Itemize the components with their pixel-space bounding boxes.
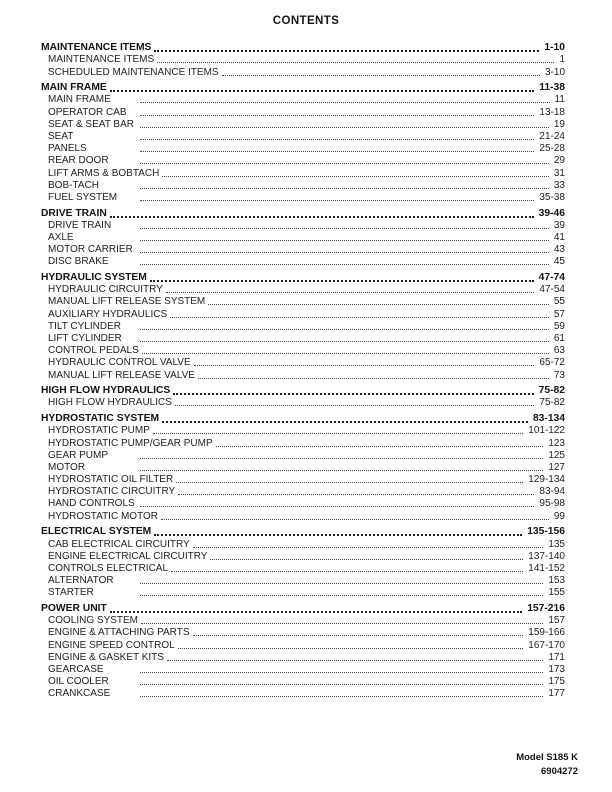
dot-leader (157, 62, 554, 63)
toc-item-row (41, 550, 565, 562)
toc-item-pages: 11 (554, 94, 565, 106)
toc-item-label: MAINTENANCE ITEMS (48, 54, 155, 66)
dot-leader (166, 292, 535, 293)
toc-item-row (41, 614, 565, 626)
toc-item-label: PANELS (48, 143, 87, 155)
toc-section-row (41, 384, 565, 396)
toc-section-label: HYDRAULIC SYSTEM (41, 272, 147, 284)
dot-leader (208, 304, 549, 305)
dot-leader (193, 635, 524, 636)
toc-section-row (41, 206, 565, 218)
toc-section-pages: 11-38 (539, 82, 565, 94)
toc-item-row (41, 449, 565, 461)
dot-leader (216, 446, 544, 447)
dot-leader (140, 163, 549, 164)
toc-item-row (41, 344, 565, 356)
toc-section-pages: 157-216 (527, 602, 565, 614)
toc-item-label: ENGINE & ATTACHING PARTS (48, 627, 190, 639)
dot-leader (140, 151, 534, 152)
toc-item-label: MAIN FRAME (48, 94, 111, 106)
dot-leader (110, 90, 534, 92)
toc-item-pages: 13-18 (539, 106, 565, 118)
toc-item-row (41, 485, 565, 497)
toc-item-label: FUEL SYSTEM (48, 191, 118, 203)
toc-section-label: POWER UNIT (41, 602, 107, 614)
dot-leader (140, 696, 543, 697)
page-footer (516, 751, 578, 778)
dot-leader (140, 506, 534, 507)
toc-item-pages: 43 (553, 244, 565, 256)
toc-item-row (41, 283, 565, 295)
toc-item-row (41, 255, 565, 267)
toc-item-label: SEAT & SEAT BAR (48, 118, 134, 130)
toc-item-label: OIL COOLER (48, 676, 109, 688)
toc-item-row (41, 638, 565, 650)
dot-leader (176, 482, 523, 483)
toc-item-pages: 125 (548, 449, 565, 461)
toc-item-label: ENGINE SPEED CONTROL (48, 639, 175, 651)
toc-item-pages: 95-98 (539, 498, 565, 510)
toc-item-row (41, 307, 565, 319)
toc-item-row (41, 424, 565, 436)
dot-leader (198, 378, 549, 379)
toc-item-pages: 129-134 (528, 474, 565, 486)
toc-item-row (41, 586, 565, 598)
toc-item-label: OPERATOR CAB (48, 106, 127, 118)
toc-section-pages: 135-156 (527, 526, 565, 538)
toc-item-row (41, 574, 565, 586)
toc-item-pages: 99 (553, 510, 565, 522)
toc-item-pages: 39 (553, 219, 565, 231)
dot-leader (140, 672, 543, 673)
toc-item-row (41, 191, 565, 203)
toc-section-label: MAINTENANCE ITEMS (41, 42, 152, 54)
footer-model: Model S185 K (516, 752, 578, 763)
toc-item-label: HYDROSTATIC PUMP (48, 425, 150, 437)
dot-leader (171, 571, 523, 572)
dot-leader (140, 329, 549, 330)
toc-item-label: DRIVE TRAIN (48, 219, 112, 231)
toc-item-pages: 55 (553, 296, 565, 308)
toc-item-pages: 155 (548, 587, 565, 599)
toc-item-row (41, 461, 565, 473)
toc-item-pages: 157 (548, 615, 565, 627)
toc-item-row (41, 166, 565, 178)
toc-section-row (41, 602, 565, 614)
toc-item-pages: 59 (553, 320, 565, 332)
dot-leader (178, 648, 524, 649)
toc-section-label: HYDROSTATIC SYSTEM (41, 413, 160, 425)
toc-item-pages: 73 (553, 369, 565, 381)
toc-item-pages: 153 (548, 575, 565, 587)
toc-item-label: HYDROSTATIC OIL FILTER (48, 474, 174, 486)
toc-section-pages: 75-82 (538, 385, 565, 397)
dot-leader (141, 623, 543, 624)
toc-section-row (41, 41, 565, 53)
dot-leader (110, 611, 522, 613)
dot-leader (150, 280, 534, 282)
toc-item-row (41, 65, 565, 77)
toc-item-row (41, 243, 565, 255)
toc-item-row (41, 537, 565, 549)
dot-leader (162, 421, 528, 423)
toc-item-label: BOB-TACH (48, 179, 99, 191)
toc-item-pages: 29 (553, 155, 565, 167)
toc-section-pages: 83-134 (532, 413, 565, 425)
toc-item-pages: 3-10 (544, 66, 565, 78)
toc-item-pages: 159-166 (528, 627, 565, 639)
toc-item-pages: 141-152 (528, 562, 565, 574)
toc-item-label: HYDROSTATIC MOTOR (48, 510, 158, 522)
dot-leader (140, 583, 543, 584)
toc-item-pages: 21-24 (539, 131, 565, 142)
toc-item-row (41, 675, 565, 687)
footer-part-number: 6904272 (541, 765, 578, 777)
dot-leader (142, 353, 549, 354)
dot-leader (178, 494, 534, 495)
dot-leader (140, 595, 543, 596)
toc-item-row (41, 231, 565, 243)
toc-item-pages: 31 (553, 167, 565, 179)
toc-item-label: HIGH FLOW HYDRAULICS (48, 397, 172, 409)
toc-item-label: HYDROSTATIC CIRCUITRY (48, 486, 176, 498)
toc-item-row (41, 332, 565, 344)
toc-section-pages: 1-10 (544, 42, 565, 54)
dot-leader (140, 458, 543, 459)
toc-section-row (41, 412, 565, 424)
toc-item-pages: 57 (553, 308, 565, 320)
dot-leader (110, 216, 534, 218)
toc-item-pages: 35-38 (539, 191, 565, 203)
toc-item-label: SCHEDULED MAINTENANCE ITEMS (48, 66, 219, 78)
dot-leader (140, 127, 549, 128)
dot-leader (140, 252, 549, 253)
toc-item-pages: 19 (553, 118, 565, 130)
toc-item-row (41, 663, 565, 675)
toc-item-label: LIFT ARMS & BOBTACH (48, 167, 160, 179)
toc-item-row (41, 53, 565, 65)
toc-item-row (41, 436, 565, 448)
toc-item-pages: 1 (559, 54, 565, 66)
toc-item-pages: 63 (553, 345, 565, 357)
toc-item-label: HYDRAULIC CONTROL VALVE (48, 357, 191, 369)
toc-item-label: LIFT CYLINDER (48, 333, 122, 344)
toc-item-pages: 83-94 (539, 486, 565, 498)
toc-section-pages: 39-46 (538, 207, 565, 219)
toc-item-label: AXLE (48, 232, 74, 243)
toc-item-row (41, 179, 565, 191)
toc-item-row (41, 626, 565, 638)
toc-item-row (41, 320, 565, 332)
toc-item-pages: 75-82 (539, 397, 565, 409)
toc-item-pages: 171 (548, 651, 565, 663)
toc-item-pages: 175 (548, 676, 565, 688)
toc-item-label: TILT CYLINDER (48, 320, 121, 332)
toc-item-pages: 65-72 (539, 357, 565, 369)
toc-item-pages: 45 (553, 256, 565, 268)
dot-leader (154, 50, 539, 52)
dot-leader (140, 341, 549, 342)
page-title: CONTENTS (272, 15, 340, 27)
toc-item-label: ENGINE ELECTRICAL CIRCUITRY (48, 550, 208, 562)
dot-leader (140, 684, 543, 685)
toc-item-pages: 173 (548, 663, 565, 675)
toc-item-pages: 123 (548, 437, 565, 449)
toc-item-label: AUXILIARY HYDRAULICS (48, 308, 168, 320)
toc-section-row (41, 81, 565, 93)
toc-item-row (41, 219, 565, 231)
toc-item-row (41, 651, 565, 663)
dot-leader (167, 660, 543, 661)
toc-item-label: CONTROLS ELECTRICAL (48, 562, 169, 574)
toc-section-pages: 47-74 (538, 272, 565, 284)
toc-item-pages: 167-170 (528, 639, 565, 651)
dot-leader (154, 534, 522, 536)
toc-item-pages: 127 (548, 461, 565, 473)
toc-item-label: HAND CONTROLS (48, 498, 135, 510)
toc-section-row (41, 525, 565, 537)
toc-item-row (41, 142, 565, 154)
toc-item-label: MOTOR CARRIER (48, 244, 133, 256)
toc-item-label: STARTER (48, 587, 94, 599)
toc-item-label: ALTERNATOR (48, 575, 114, 587)
dot-leader (210, 559, 523, 560)
toc-item-pages: 41 (553, 232, 565, 243)
toc-item-label: DISC BRAKE (48, 256, 109, 268)
toc-item-row (41, 368, 565, 380)
dot-leader (140, 139, 534, 140)
toc-item-pages: 135 (548, 538, 565, 550)
toc-item-pages: 25-28 (539, 143, 565, 155)
toc-item-label: CRANKCASE (48, 688, 111, 700)
toc-item-row (41, 118, 565, 130)
dot-leader (140, 240, 549, 241)
toc-section-label: MAIN FRAME (41, 82, 107, 94)
table-of-contents (41, 41, 565, 699)
dot-leader (140, 470, 543, 471)
toc-section-label: ELECTRICAL SYSTEM (41, 526, 152, 538)
toc-item-row (41, 93, 565, 105)
toc-item-label: MANUAL LIFT RELEASE VALVE (48, 369, 195, 381)
toc-item-pages: 61 (553, 333, 565, 344)
toc-item-row (41, 687, 565, 699)
toc-item-pages: 137-140 (528, 550, 565, 562)
toc-item-row (41, 396, 565, 408)
toc-item-row (41, 562, 565, 574)
dot-leader (193, 547, 544, 548)
dot-leader (175, 405, 535, 406)
toc-item-label: CONTROL PEDALS (48, 345, 139, 357)
toc-item-pages: 33 (553, 179, 565, 191)
toc-item-label: MOTOR (48, 461, 86, 473)
toc-item-pages: 47-54 (539, 284, 565, 296)
dot-leader (170, 317, 549, 318)
dot-leader (222, 75, 540, 76)
dot-leader (153, 433, 523, 434)
toc-item-row (41, 154, 565, 166)
toc-item-pages: 177 (548, 688, 565, 700)
toc-item-label: SEAT (48, 131, 74, 142)
toc-item-row (41, 130, 565, 142)
toc-item-row (41, 497, 565, 509)
toc-item-label: MANUAL LIFT RELEASE SYSTEM (48, 296, 206, 308)
toc-item-row (41, 105, 565, 117)
dot-leader (161, 519, 549, 520)
toc-item-label: GEAR PUMP (48, 449, 109, 461)
toc-item-label: GEARCASE (48, 663, 104, 675)
dot-leader (140, 264, 549, 265)
dot-leader (162, 176, 549, 177)
toc-section-label: DRIVE TRAIN (41, 207, 107, 219)
dot-leader (140, 115, 534, 116)
toc-item-pages: 101-122 (528, 425, 565, 437)
dot-leader (140, 188, 549, 189)
toc-section-row (41, 271, 565, 283)
toc-item-label: COOLING SYSTEM (48, 615, 139, 627)
dot-leader (140, 102, 550, 103)
toc-item-label: CAB ELECTRICAL CIRCUITRY (48, 538, 190, 550)
toc-item-label: REAR DOOR (48, 155, 109, 167)
toc-item-row (41, 295, 565, 307)
dot-leader (194, 365, 535, 366)
toc-item-row (41, 356, 565, 368)
toc-item-row (41, 473, 565, 485)
dot-leader (140, 228, 549, 229)
toc-item-label: HYDRAULIC CIRCUITRY (48, 284, 163, 296)
toc-item-row (41, 509, 565, 521)
toc-item-label: ENGINE & GASKET KITS (48, 651, 164, 663)
toc-item-label: HYDROSTATIC PUMP/GEAR PUMP (48, 437, 213, 449)
toc-section-label: HIGH FLOW HYDRAULICS (41, 385, 171, 397)
dot-leader (140, 200, 534, 201)
dot-leader (173, 393, 533, 395)
